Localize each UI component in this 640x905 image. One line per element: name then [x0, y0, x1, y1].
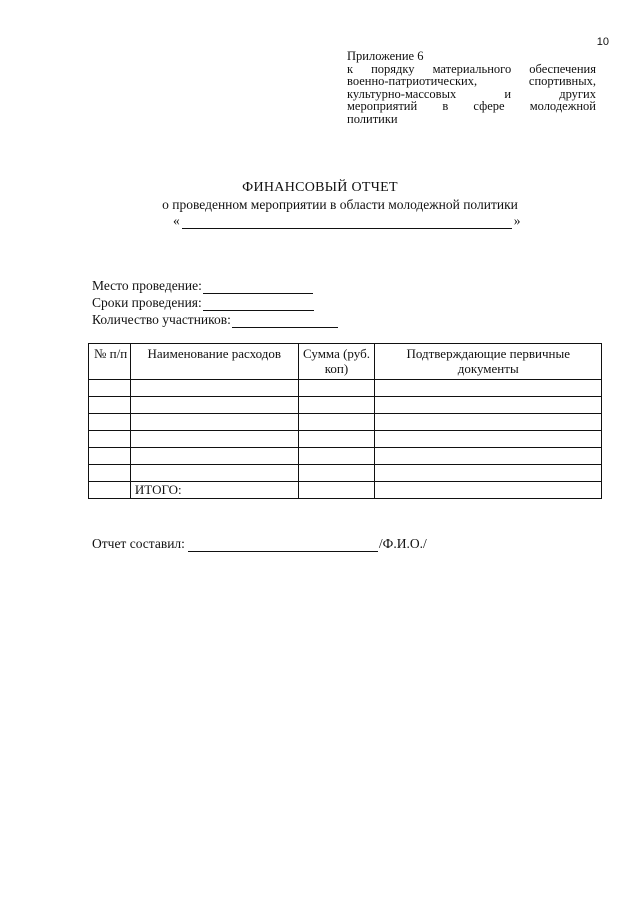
- table-cell[interactable]: [89, 397, 131, 414]
- table-header-row: [89, 344, 602, 380]
- total-sum-cell[interactable]: [298, 482, 375, 499]
- place-blank[interactable]: [203, 280, 313, 294]
- table-cell[interactable]: [89, 448, 131, 465]
- table-row: [89, 397, 602, 414]
- report-title: ФИНАНСОВЫЙ ОТЧЕТ: [242, 180, 398, 195]
- table-cell[interactable]: [298, 397, 375, 414]
- appendix-title: Приложение 6: [347, 49, 424, 63]
- table-cell[interactable]: [298, 380, 375, 397]
- table-cell[interactable]: [130, 465, 298, 482]
- dates-blank[interactable]: [203, 297, 314, 311]
- signature-suffix: /Ф.И.О./: [378, 536, 427, 551]
- expenses-table: [88, 343, 602, 499]
- table-cell[interactable]: [130, 397, 298, 414]
- signature-blank[interactable]: [188, 538, 378, 552]
- table-cell[interactable]: [375, 431, 602, 448]
- header-docs: Подтверждающие первичные документы: [375, 344, 602, 380]
- participants-blank[interactable]: [232, 314, 338, 328]
- appendix-line: политики: [347, 111, 398, 126]
- participants-label: Количество участников:: [92, 312, 231, 327]
- total-row: [89, 482, 602, 499]
- table-cell[interactable]: [89, 431, 131, 448]
- total-label: ИТОГО:: [130, 482, 298, 499]
- place-field: [92, 278, 313, 294]
- header-num: № п/п: [89, 344, 131, 380]
- table-cell[interactable]: [375, 414, 602, 431]
- table-cell[interactable]: [375, 465, 602, 482]
- appendix-line: к порядку материального обеспечения: [347, 61, 596, 76]
- table-cell[interactable]: [298, 414, 375, 431]
- dates-label: Сроки проведения:: [92, 295, 202, 310]
- header-name: Наименование расходов: [130, 344, 298, 380]
- table-row: [89, 465, 602, 482]
- signature-label: Отчет составил:: [92, 536, 185, 551]
- page-number: 10: [596, 36, 609, 48]
- appendix-line: культурно-массовых и других: [347, 86, 596, 101]
- quote-close: »: [513, 213, 521, 228]
- table-cell[interactable]: [375, 482, 602, 499]
- table-cell[interactable]: [130, 448, 298, 465]
- table-row: [89, 380, 602, 397]
- place-label: Место проведение:: [92, 278, 202, 293]
- signature-line: [92, 536, 427, 552]
- event-name-line: [173, 213, 521, 229]
- table-row: [89, 431, 602, 448]
- quote-open: «: [173, 213, 180, 228]
- table-cell[interactable]: [130, 431, 298, 448]
- event-name-blank[interactable]: [182, 215, 512, 229]
- table-cell[interactable]: [375, 397, 602, 414]
- table-cell[interactable]: [375, 448, 602, 465]
- appendix-block: [347, 50, 596, 125]
- table-cell[interactable]: [298, 431, 375, 448]
- dates-field: [92, 295, 314, 311]
- table-cell[interactable]: [130, 380, 298, 397]
- table-row: [89, 414, 602, 431]
- appendix-line: мероприятий в сфере молодежной: [347, 99, 596, 113]
- header-sum: Сумма (руб. коп): [298, 344, 375, 380]
- table-row: [89, 448, 602, 465]
- table-cell[interactable]: [375, 380, 602, 397]
- table-cell[interactable]: [89, 380, 131, 397]
- participants-field: [92, 312, 338, 328]
- table-cell[interactable]: [298, 465, 375, 482]
- table-cell[interactable]: [89, 482, 131, 499]
- table-cell[interactable]: [298, 448, 375, 465]
- table-cell[interactable]: [89, 414, 131, 431]
- table-cell[interactable]: [130, 414, 298, 431]
- table-cell[interactable]: [89, 465, 131, 482]
- appendix-line: военно-патриотических, спортивных,: [347, 74, 596, 88]
- report-subtitle: о проведенном мероприятии в области молодежной политики: [162, 197, 518, 212]
